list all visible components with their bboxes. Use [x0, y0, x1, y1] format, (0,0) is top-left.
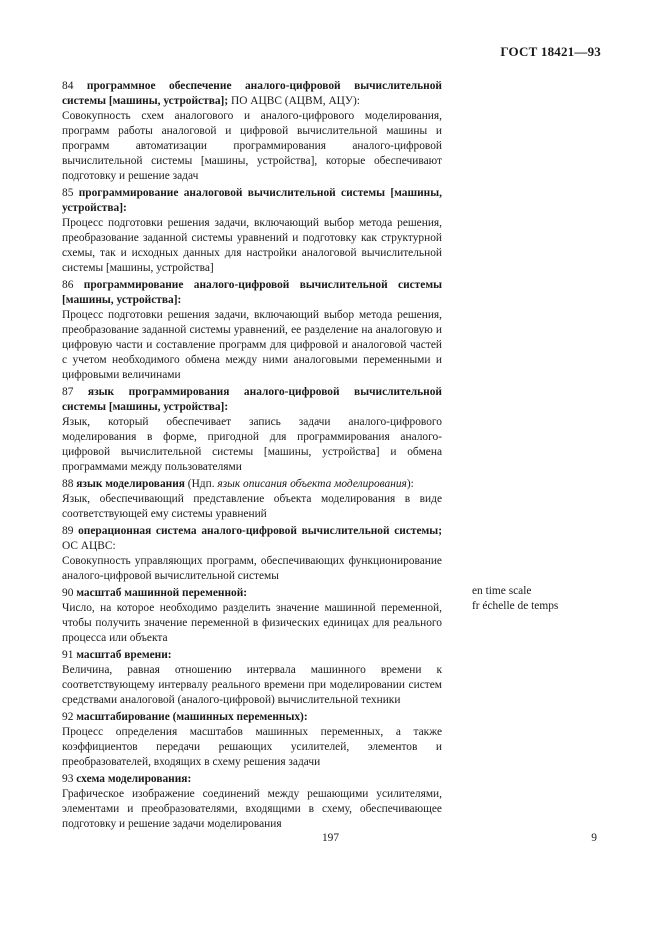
term-title: схема моделирования:: [76, 773, 192, 785]
term-definition: Число, на которое необходимо разделить значение машинной переменной, чтобы получить значение переменной в физических единицах для реального процесса или объекта: [62, 602, 442, 644]
term-heading: [62, 710, 442, 725]
term-definition: Процесс определения масштабов машинных переменных, а также коэффициентов передачи решающих усилителей, элементов и преобразователей, входящих в схему решения задачи: [62, 726, 442, 768]
term-heading: [62, 772, 442, 787]
term-definition: Язык, обеспечивающий представление объекта моделирования в виде соответствующей ему системы уравнений: [62, 493, 442, 520]
term-title: масштаб машинной переменной:: [76, 587, 248, 599]
term-abbrev: ПО АЦВС (АЦВМ, АЦУ):: [228, 95, 360, 107]
terms-column: [62, 79, 442, 834]
term-definition: Графическое изображение соединений между решающими усилителями, элементами и преобразователями, входящими в схему, обеспечивающее подготовку и решение задачи моделирования: [62, 788, 442, 830]
term-entry-90: [62, 586, 442, 646]
term-deprecated: язык описания объекта моделирования: [217, 478, 407, 490]
term-entry-92: [62, 710, 442, 770]
term-definition: Процесс подготовки решения задачи, включающий выбор метода решения, преобразование заданной системы уравнений и подготовку как структурной схемы, так и исходных данных для настройки аналоговой вычислительной системы [машины, устройства]: [62, 217, 442, 274]
term-definition: Величина, равная отношению интервала машинного времени к соответствующему интервалу реального времени при моделировании систем средствами аналоговой (аналого-цифровой) вычислительной техники: [62, 664, 442, 706]
term-definition: Совокупность схем аналогового и аналого-цифрового моделирования, программ работы аналоговой и цифровой вычислительной машины и программ автоматизации программирования аналого-цифровой вычислительной системы [машины, устройства], которые обеспечивают подготовку и решение задач: [62, 110, 442, 182]
term-title: масштаб времени:: [76, 649, 172, 661]
term-title: язык программирования аналого-цифровой вычислительной системы [машины, устройства]:: [62, 386, 442, 413]
french-equivalent: fr échelle de temps: [472, 600, 559, 612]
term-entry-84: [62, 79, 442, 184]
term-heading: [62, 278, 442, 308]
term-entry-86: [62, 278, 442, 383]
term-number: 84: [62, 80, 74, 92]
term-heading: [62, 648, 442, 663]
term-heading: [62, 79, 442, 109]
term-number: 92: [62, 711, 74, 723]
page-number-standard: 9: [591, 832, 597, 844]
term-number: 93: [62, 773, 74, 785]
term-heading: [62, 586, 442, 601]
term-title: программирование аналоговой вычислительной системы [машины, устройства]:: [62, 187, 442, 214]
term-heading: [62, 186, 442, 216]
term-number: 91: [62, 649, 74, 661]
term-definition: Язык, который обеспечивает запись задачи аналого-цифрового моделирования в форме, пригодной для программирования аналого-цифровой вычислительной системы [машины, устройства] и обмена программами между пользователями: [62, 416, 442, 473]
term-abbrev: ОС АЦВС:: [62, 540, 116, 552]
term-number: 88: [62, 478, 74, 490]
term-entry-87: [62, 385, 442, 475]
term-title: язык моделирования: [76, 478, 185, 490]
term-entry-85: [62, 186, 442, 276]
term-note-suffix: ):: [406, 478, 414, 490]
term-number: 89: [62, 525, 74, 537]
term-number: 85: [62, 187, 74, 199]
term-definition: Совокупность управляющих программ, обеспечивающих функционирование аналого-цифровой вычислительной системы: [62, 555, 442, 582]
term-entry-91: [62, 648, 442, 708]
standard-header: ГОСТ 18421—93: [500, 44, 601, 59]
term-definition: Процесс подготовки решения задачи, включающий выбор метода решения, преобразование заданной системы уравнений, ее разделение на аналоговую и цифровую части и составление программ для цифровой и аналоговой частей с учетом необходимого обмена между ними аналоговыми переменными и цифровыми величинами: [62, 309, 442, 381]
term-title: масштабирование (машинных переменных):: [76, 711, 308, 723]
term-heading: [62, 385, 442, 415]
term-heading: [62, 524, 442, 554]
term-title: программирование аналого-цифровой вычислительной системы [машины, устройства]:: [62, 279, 442, 306]
term-entry-89: [62, 524, 442, 584]
term-title: программное обеспечение аналого-цифровой вычислительной системы [машины, устройства];: [62, 80, 442, 107]
term-number: 86: [62, 279, 74, 291]
foreign-equivalents: [472, 584, 612, 614]
term-number: 87: [62, 386, 74, 398]
term-entry-88: [62, 477, 442, 522]
page-number-document: 197: [321, 832, 340, 844]
term-number: 90: [62, 587, 74, 599]
term-entry-93: [62, 772, 442, 832]
term-heading: [62, 477, 442, 492]
term-title: операционная система аналого-цифровой вычислительной системы;: [78, 525, 442, 537]
term-note-prefix: (Ндп.: [184, 478, 218, 490]
english-equivalent: en time scale: [472, 585, 532, 597]
